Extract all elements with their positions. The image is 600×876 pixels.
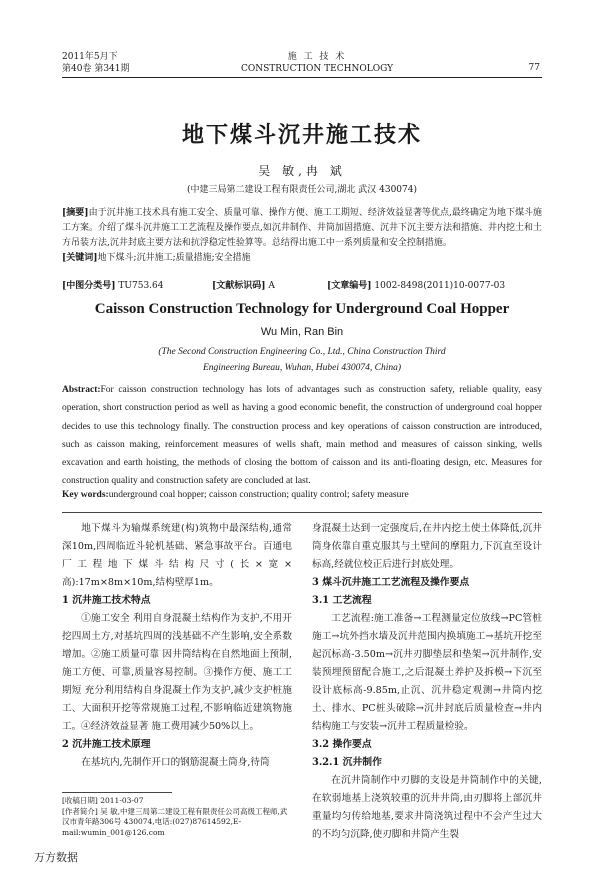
running-header-center [222,51,412,75]
keywords-en-text: underground coal hopper; caisson construction; quality control; safety measure [108,490,409,500]
body-paragraph: 在基坑内,先制作开口的钢筋混凝土筒身,待筒 [81,757,270,768]
abstract-en-label: Abstract: [62,385,101,395]
page-number: 77 [528,63,540,73]
journal-name-en: CONSTRUCTION TECHNOLOGY [240,64,394,74]
body-column-left [62,520,292,772]
abstract-separator [62,512,542,513]
section-heading: 2 沉井施工技术原理 [62,739,151,750]
keywords-en [62,490,542,500]
keywords-en-label: Key words: [62,490,109,500]
issue-volume: 第40卷 第341期 [62,64,130,74]
received-date: [收稿日期] 2011-03-07 [62,796,144,805]
body-paragraph: 地下煤斗为输煤系统建(构)筑物中最深结构,通常深10m,四周临近斗轮机基础、紧急事故平台。百通电厂工程地下煤斗结构尺寸(长×宽×高):17m×8m×10m,结构壁厚1m。 [62,523,292,588]
subsection-heading: 3.1 工艺流程 [312,595,372,606]
clc-code: [中图分类号] TU753.64 [62,281,164,291]
footnote-rule [62,792,172,793]
abstract-en-text: For caisson construction technology has lots of advantages such as construction safety, reliable quality, easy operation, short construction period as well as having a good economic benefit, the construction of underground coal hopper decides to use this technology finally. The construction process and key operations of caisson construction are introduced, such as caisson making, reinforcement measures of wells shaft, main method and measures of caisson sinking, wells excavation and earth hoisting, the methods of closing the bottom of caisson and its anti-floating design, etc. Measures for construction quality and construction safety are concluded at last. [62,385,542,487]
issue-date: 2011年5月下 [62,52,118,62]
doc-code: [文献标识码] A [212,281,275,291]
body-paragraph: 身混凝土达到一定强度后,在井内挖土使土体降低,沉井筒身依靠自重克服其与土壁间的摩阻力,下沉直至设计标高,经就位校正后进行封底处理。 [312,523,542,570]
running-header-left [62,51,130,75]
body-paragraph: 工艺流程:施工准备→工程测量定位放线→PC管桩施工→坑外挡水墙及沉井范围内换填施工→基坑开挖至起沉标高-3.50m→沉井刃脚垫层和垫架→沉井制作,安装预埋预留配合施工,之后混凝土养护及拆模→下沉至设计底标高-9.85m,止沉、沉井稳定观测→井筒内挖土、排水、PC桩头破除→沉井封底后质量检查→井内结构施工与安装→沉井工程质量检验。 [312,613,542,732]
abstract-cn-label: [摘要] [62,208,89,218]
article-title-cn: 地下煤斗沉井施工技术 [181,122,422,148]
authors-en: Wu Min, Ran Bin [260,326,344,338]
abstract-cn-text: 由于沉井施工技术具有施工安全、质量可靠、操作方便、施工工期短、经济效益显著等优点,最终确定为地下煤斗施工方案。介绍了煤斗沉井施工工艺流程及操作要点,如沉井制作、井筒加固措施、沉井下沉主要方法和措施、井内挖土和土方吊装方法,沉井封底主要方法和抗浮稳定性验算等。总结得出施工中一系列质量和安全控制措施。 [62,208,542,248]
subsection-heading: 3.2.1 沉井制作 [312,757,382,768]
abstract-en [62,381,542,491]
body-paragraph: 在沉井筒制作中刃脚的支设是井筒制作中的关键,在软弱地基上浇筑较重的沉井井筒,由刃脚将上部沉井重量均匀传给地基,要求井筒浇筑过程中不会产生过大的不均匀沉降,使刃脚和井筒产生裂 [312,775,542,840]
footnote [62,796,292,838]
author-bio: [作者简介] 吴 敏,中建三局第二建设工程有限责任公司高级工程师,武汉市青年路306号 430074,电话:(027)87614592,E-mail:wumin_001@126.com [62,806,288,837]
keywords-cn-label: [关键词] [62,253,98,263]
abstract-cn [62,206,542,266]
affiliation-en-line2: Engineering Bureau, Wuhan, Hubei 430074, China) [202,363,402,373]
body-column-right [312,520,542,844]
affiliation-en-line1: (The Second Construction Engineering Co., Ltd., China Construction Third [158,347,446,357]
article-number: [文章编号] 1002-8498(2011)10-0077-03 [327,281,506,291]
watermark: 万方数据 [34,851,78,864]
body-paragraph: ①施工安全 利用自身混凝土结构作为支护,不用开挖四周土方,对基坑四周的浅基础不产生影响,安全系数增加。②施工质量可靠 因井筒结构在自然地面上预制,施工方便、可靠,质量容易控制。③操作方便、施工工期短 充分利用结构自身混凝土作为支护,减少支护桩施工、大面积开挖等常规施工过程,不影响临近建筑物施工。④经济效益显著 施工费用减少50%以上。 [62,613,292,732]
section-heading: 3 煤斗沉井施工工艺流程及操作要点 [312,577,470,588]
authors-cn: 吴 敏,冉 斌 [258,164,346,178]
journal-name-cn: 施 工 技 术 [287,52,347,62]
subsection-heading: 3.2 操作要点 [312,739,372,750]
header-rule [62,77,542,78]
article-title-en: Caisson Construction Technology for Underground Coal Hopper [94,301,510,317]
affiliation-en [62,344,542,376]
affiliation-cn: (中建三局第二建设工程有限责任公司,湖北 武汉 430074) [187,185,417,195]
keywords-cn-text: 地下煤斗;沉井施工;质量措施;安全措施 [97,253,251,263]
section-heading: 1 沉井施工技术特点 [62,595,151,606]
